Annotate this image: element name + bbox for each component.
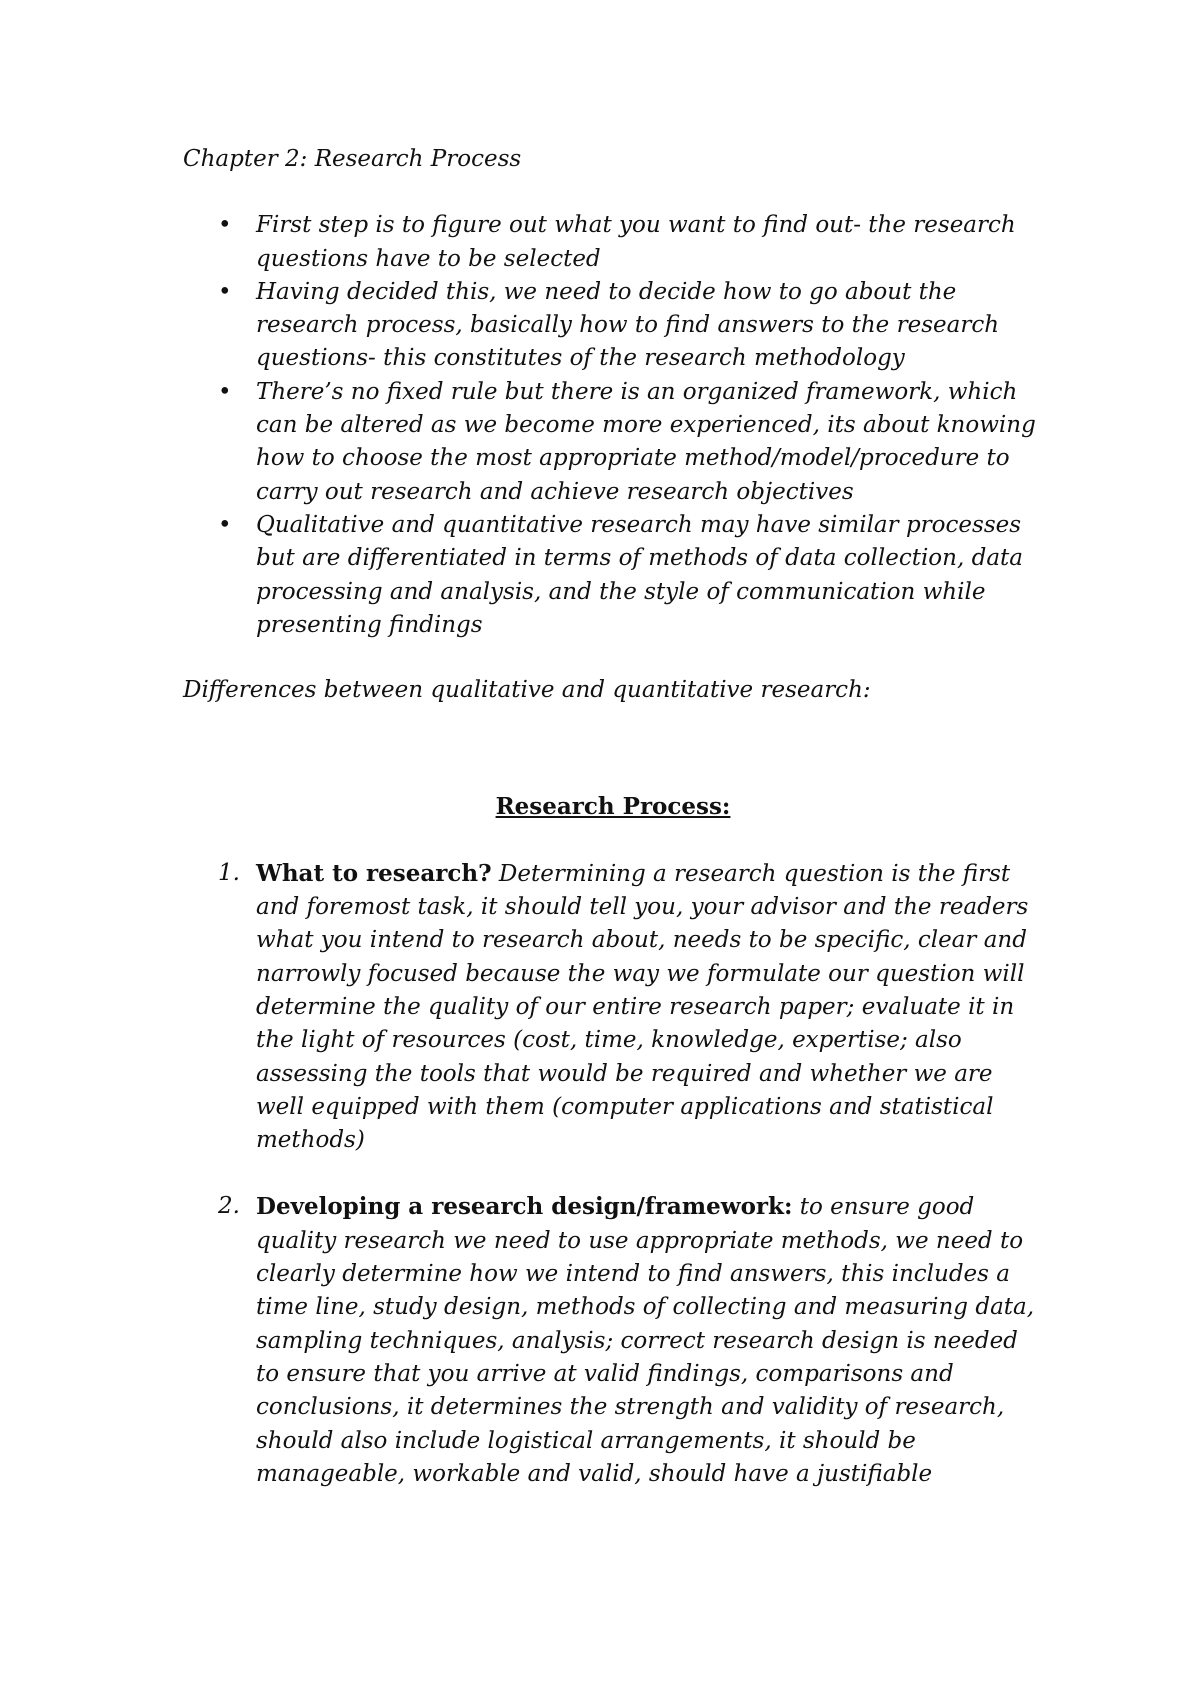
document-content xyxy=(183,143,1043,1524)
chapter-title: Chapter 2: Research Process xyxy=(183,146,522,172)
bullet-item xyxy=(183,276,1043,376)
step-title: Developing a research design/framework: xyxy=(256,1193,793,1221)
step-item xyxy=(183,857,1043,1158)
bullet-list xyxy=(183,209,1043,642)
section-heading: Research Process: xyxy=(495,793,731,821)
bullet-icon: • xyxy=(218,212,232,239)
bullet-icon: • xyxy=(218,278,232,305)
step-number: 1. xyxy=(218,859,240,886)
step-body: Determining a research question is the first and foremost task, it should tell you, your advisor and the readers what you intend to research about, needs to be specific, clear and narrowly focused because the way we formulate our question will determine the quality of our entire research paper; evaluate it in the light of resources (cost, time, knowledge, expertise; also assessing the tools that would be required and whether we are well equipped with them (computer applications and statistical methods) xyxy=(256,860,1029,1154)
bullet-text: Qualitative and quantitative research may have similar processes but are differentiated in terms of methods of data collection, data processing and analysis, and the style of communication while presenting findings xyxy=(256,511,1023,638)
step-number: 2. xyxy=(218,1193,240,1220)
bullet-text: Having decided this, we need to decide how to go about the research process, basically how to find answers to the research questions- this constitutes of the research methodology xyxy=(256,278,1000,372)
bullet-item xyxy=(183,509,1043,642)
bullet-icon: • xyxy=(218,378,232,405)
differences-label: Differences between qualitative and quantitative research: xyxy=(183,677,871,704)
steps-list xyxy=(183,857,1043,1491)
bullet-item xyxy=(183,376,1043,509)
step-title: What to research? xyxy=(256,859,492,887)
bullet-text: There’s no fixed rule but there is an organized framework, which can be altered as we become more experienced, its about knowing how to choose the most appropriate method/model/procedure to carry out research and achieve research objectives xyxy=(256,378,1036,505)
bullet-item xyxy=(183,209,1043,276)
step-item xyxy=(183,1190,1043,1491)
step-body: to ensure good quality research we need to use appropriate methods, we need to clearly determine how we intend to find answers, this includes a time line, study design, methods of collecting and measuring data, sampling techniques, analysis; correct research design is needed to ensure that you arrive at valid findings, comparisons and conclusions, it determines the strength and validity of research, should also include logistical arrangements, it should be manageable, workable and valid, should have a justifiable xyxy=(256,1194,1035,1487)
bullet-icon: • xyxy=(218,511,232,538)
bullet-text: First step is to figure out what you want to find out- the research questions have to be selected xyxy=(256,212,1016,272)
